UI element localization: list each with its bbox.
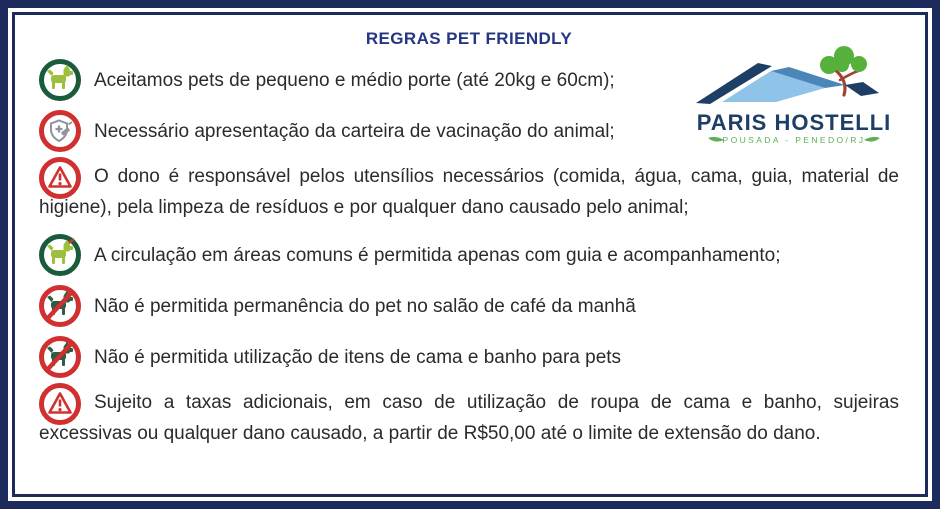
logo-hotel-name: PARIS HOSTELLI (696, 110, 892, 135)
dog-leash-icon (39, 234, 81, 276)
rule-text: A circulação em áreas comuns é permitida apenas com guia e acompanhamento; (94, 244, 781, 266)
warning-icon (39, 387, 81, 413)
rule-text: Sujeito a taxas adicionais, em caso de utilização de roupa de cama e banho, sujeiras excessivas ou qualquer dano causado, a partir de R$50,00 até o limite de extensão do dano. (39, 392, 899, 444)
warning-icon (39, 161, 81, 187)
poster-title: REGRAS PET FRIENDLY (365, 29, 573, 48)
hotel-logo-graphic (692, 43, 897, 151)
rule-text: Necessário apresentação da carteira de vacinação do animal; (94, 120, 615, 142)
rule-item (39, 285, 899, 327)
rule-item (39, 161, 899, 223)
logo-roof-graphic (696, 63, 879, 104)
hotel-logo (692, 43, 897, 151)
logo-leaf-icon (864, 137, 880, 142)
rule-item (39, 336, 899, 378)
vaccination-icon (39, 110, 81, 152)
pet-allowed-icon (39, 59, 81, 101)
rule-text: Não é permitida utilização de itens de cama e banho para pets (94, 346, 622, 368)
rule-item (39, 387, 899, 449)
poster-frame (12, 12, 928, 497)
rule-text: Aceitamos pets de pequeno e médio porte (até 20kg e 60cm); (94, 69, 615, 91)
no-pets-icon (39, 336, 81, 378)
rule-text: O dono é responsável pelos utensílios necessários (comida, água, cama, guia, material de higiene), pela limpeza de resíduos e por qualquer dano causado pelo animal; (39, 166, 899, 218)
no-pets-icon (39, 285, 81, 327)
rule-item (39, 234, 899, 276)
rule-text: Não é permitida permanência do pet no salão de café da manhã (94, 295, 636, 317)
logo-tagline: POUSADA - PENEDO/RJ (722, 135, 866, 145)
